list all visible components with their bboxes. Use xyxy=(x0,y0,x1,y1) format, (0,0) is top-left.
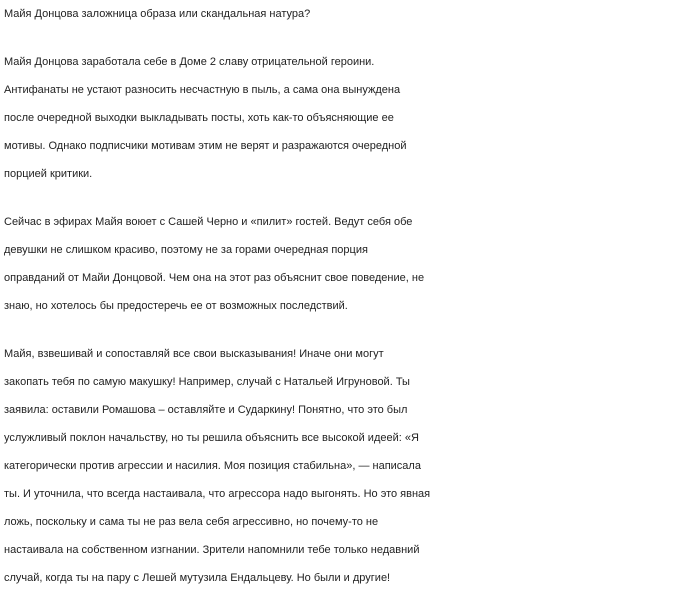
paragraph-3 xyxy=(4,340,696,592)
paragraph-line: порцией критики. xyxy=(4,168,93,180)
paragraph-line: ложь, поскольку и сама ты не раз вела себя агрессивно, но почему-то не xyxy=(4,516,379,528)
paragraph-line: заявила: оставили Ромашова – оставляйте и Сударкину! Понятно, что это был xyxy=(4,404,408,416)
paragraph-line: услужливый поклон начальству, но ты решила объяснить все высокой идеей: «Я xyxy=(4,432,419,444)
article xyxy=(4,0,696,592)
paragraph-line: девушки не слишком красиво, поэтому не за горами очередная порция xyxy=(4,244,368,256)
paragraph-line: оправданий от Майи Донцовой. Чем она на этот раз объяснит свое поведение, не xyxy=(4,272,425,284)
paragraph-line: мотивы. Однако подписчики мотивам этим не верят и разражаются очередной xyxy=(4,140,407,152)
paragraph-line: ты. И уточнила, что всегда настаивала, что агрессора надо выгонять. Но это явная xyxy=(4,488,431,500)
paragraph-line: Майя Донцова заработала себе в Доме 2 славу отрицательной героини. xyxy=(4,56,375,68)
paragraph-line: настаивала на собственном изгнании. Зрители напомнили тебе только недавний xyxy=(4,544,420,556)
paragraph-2 xyxy=(4,208,696,320)
paragraph-line: Антифанаты не устают разносить несчастную в пыль, а сама она вынуждена xyxy=(4,84,401,96)
paragraph-line: случай, когда ты на пару с Лешей мутузила Ендальцеву. Но были и другие! xyxy=(4,572,391,584)
paragraph-gap xyxy=(4,188,696,208)
article-title: Майя Донцова заложница образа или скандальная натура? xyxy=(4,8,311,20)
paragraph-line: категорически против агрессии и насилия. Моя позиция стабильна», — написала xyxy=(4,460,421,472)
paragraph-gap xyxy=(4,320,696,340)
paragraph-1 xyxy=(4,48,696,188)
paragraph-line: Сейчас в эфирах Майя воюет с Сашей Черно и «пилит» гостей. Ведут себя обе xyxy=(4,216,413,228)
paragraph-line: знаю, но хотелось бы предостеречь ее от возможных последствий. xyxy=(4,300,348,312)
paragraph-line: после очередной выходки выкладывать посты, хоть как-то объясняющие ее xyxy=(4,112,394,124)
paragraph-gap xyxy=(4,28,696,48)
paragraph-line: Майя, взвешивай и сопоставляй все свои высказывания! Иначе они могут xyxy=(4,348,384,360)
paragraph-line: закопать тебя по самую макушку! Например, случай с Натальей Игруновой. Ты xyxy=(4,376,410,388)
